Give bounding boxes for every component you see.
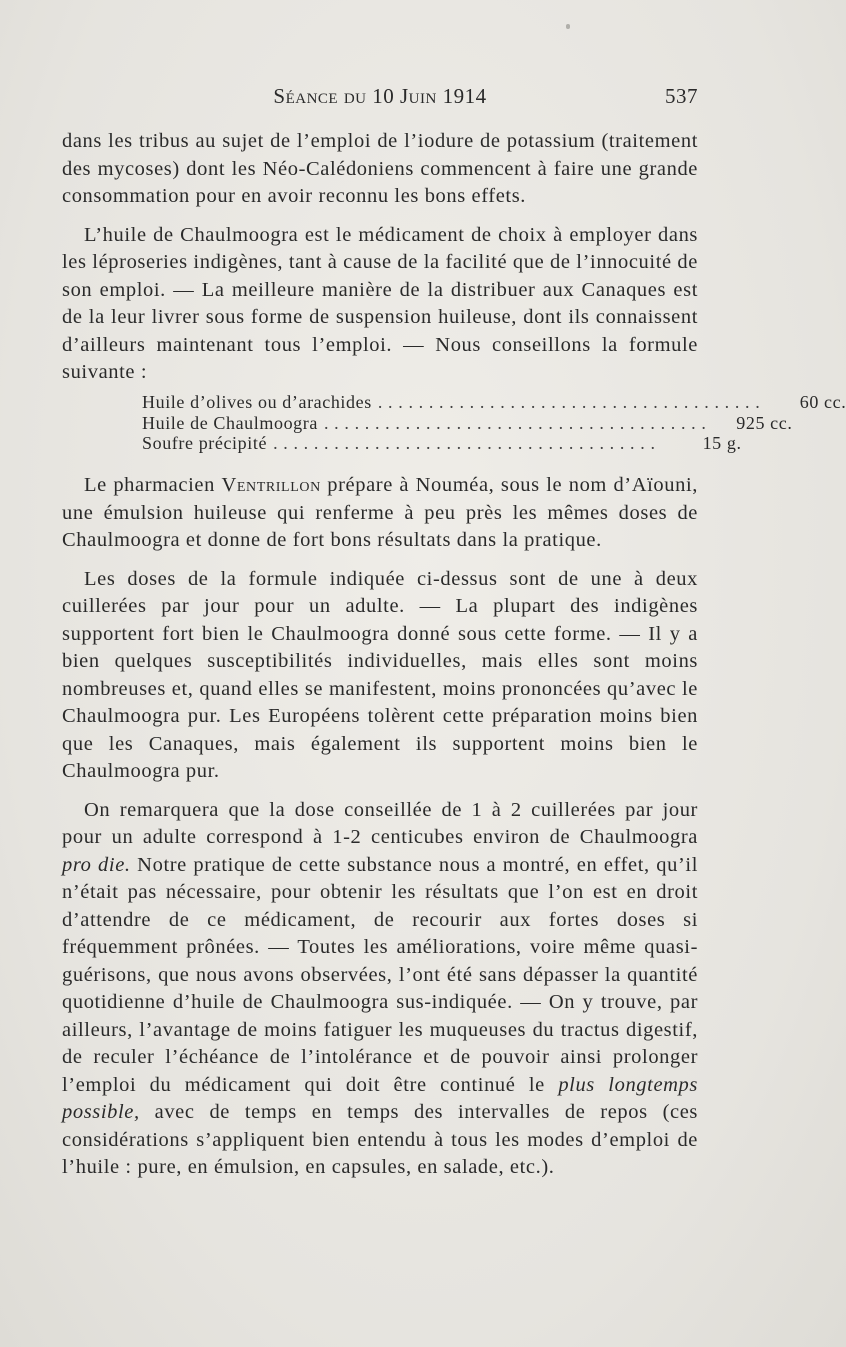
formula-quantity: 15 g. [702,433,742,453]
paragraph-text: Notre pratique de cette substance nous a montré, en effet, qu’il n’était pas nécessaire, pour obtenir les résultats que l’on est en droit d’attendre de ce médicament, de recourir aux fortes doses si fréquemment prônées. — Toutes les améliorations, voire même quasi-guérisons, que nous avons observées, l’ont été sans dépasser la quantité quotidienne d’huile de Chaulmoogra sus-indiquée. — On y trouve, par ailleurs, l’avantage de moins fatiguer les muqueuses du tractus digestif, de reculer l’échéance de l’intolérance et de pouvoir ainsi prolonger l’emploi du médicament qui doit être continué le [62,853,699,1096]
italic-text: plus longtemps possible, [62,1073,698,1123]
person-name: Ventrillon [221,474,321,496]
formula-quantity: 60 cc. [799,392,846,412]
paragraph-remark [62,797,698,1182]
paragraph-text: On remarquera que la dose conseillée de 1 à 2 cuillerées par jour pour un adulte correspond à 1-2 centicubes environ de Chaulmoogra [62,798,698,848]
dot-leader: . . . . . . . . . . . . . . . . . . . . . . . . . . . . . . . . . . . . . . [323,412,707,433]
dot-leader: . . . . . . . . . . . . . . . . . . . . . . . . . . . . . . . . . . . . . . [273,433,656,453]
dot-leader: . . . . . . . . . . . . . . . . . . . . . . . . . . . . . . . . . . . . . . [377,392,761,412]
formula-row [142,433,742,454]
italic-text: pro die. [62,853,131,876]
page-header [62,84,698,114]
formula-table [142,392,846,454]
paragraph-chaulmoogra-oil: L’huile de Chaulmoogra est le médicament de choix à employer dans les léproseries indigènes, tant à cause de la facilité que de l’innocuité de son emploi. — La meilleure manière de la distribuer aux Canaques est de la leur livrer sous forme de suspension huileuse, dont ils connaissent d’ailleurs maintenant tous l’emploi. — Nous conseillons la formule suivante : [62,223,698,383]
formula-quantity: 925 cc. [736,412,793,433]
paragraph-doses: Les doses de la formule indiquée ci-dessus sont de une à deux cuillerées par jour pour un adulte. — La plupart des indigènes supportent fort bien le Chaulmoogra donné sous cette forme. — Il y a bien quelques susceptibilités individuelles, mais elles sont moins nombreuses et, quand elles se manifestent, moins prononcées qu’avec le Chaulmoogra pur. Les Européens tolèrent cette préparation moins bien que les Canaques, mais également ils supportent moins bien le Chaulmoogra pur. [62,567,698,782]
paragraph-ventrillon [62,472,698,555]
formula-ingredient: Huile de Chaulmoogra [142,412,318,433]
text-block-top [62,128,698,387]
formula-ingredient: Huile d’olives ou d’arachides [142,392,372,412]
formula-row [142,392,846,413]
paragraph-text: Le pharmacien [84,474,222,496]
formula-row [142,412,793,434]
text-block-bottom [62,472,698,1182]
page-number: 537 [665,84,698,108]
paragraph-continuation: dans les tribus au sujet de l’emploi de l’iodure de potassium (traitement des mycoses) dont les Néo-Calédoniens commencent à faire une grande consommation pour en avoir reconnu les bons effets. [62,130,698,207]
running-title: Séance du 10 Juin 1914 [273,84,487,108]
paragraph-text: prépare à Nouméa, sous le nom d’Aïouni, une émulsion huileuse qui renferme à peu près les mêmes doses de Chaulmoogra et donne de fort bons résultats dans la pratique. [62,474,699,551]
formula-ingredient: Soufre précipité [142,433,268,453]
paper-speck [566,24,570,29]
paragraph-text: avec de temps en temps des intervalles de repos (ces considérations s’appliquent bien entendu à tous les modes d’emploi de l’huile : pure, en émulsion, en capsules, en salade, etc.). [62,1101,698,1178]
